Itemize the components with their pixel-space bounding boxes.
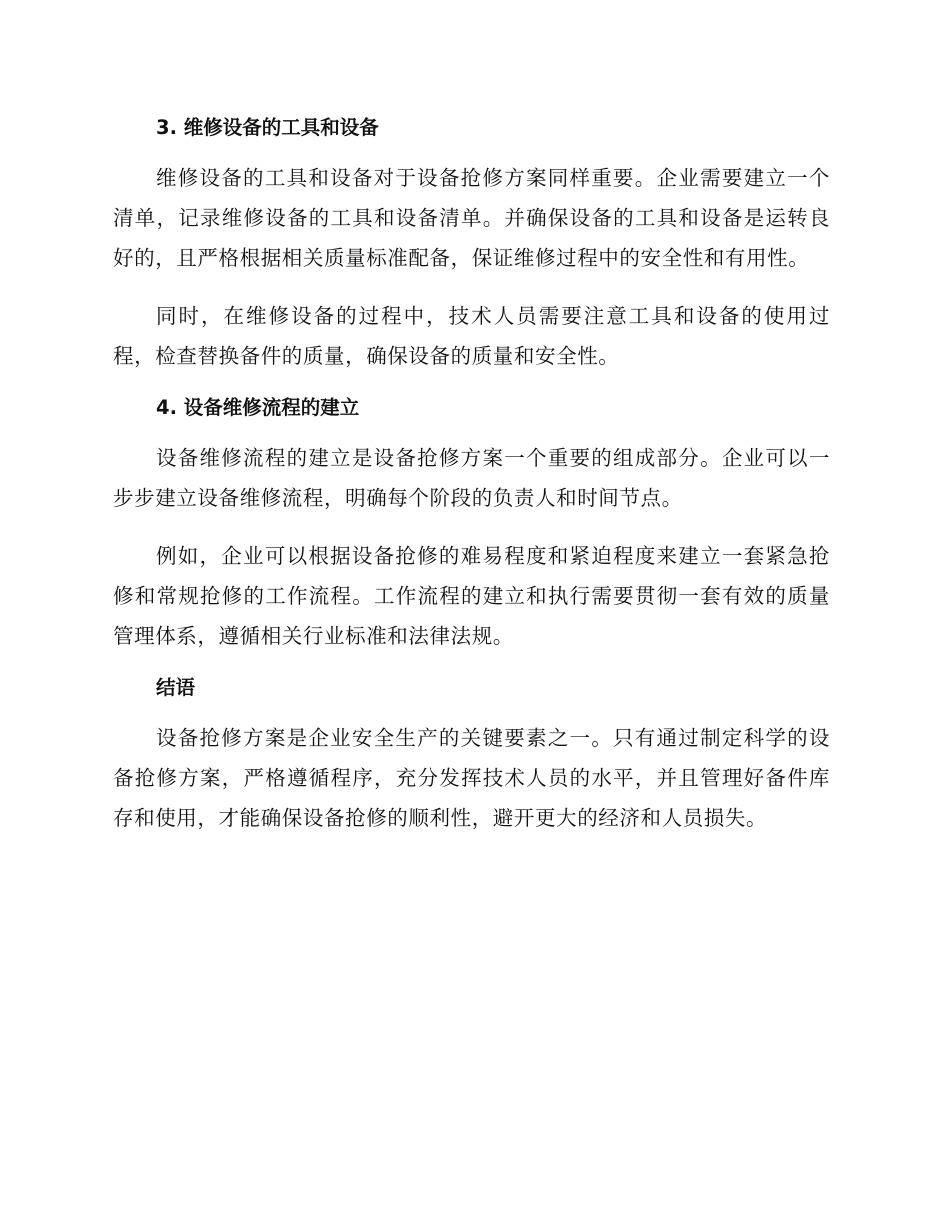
section-heading-conclusion: 结语 bbox=[156, 676, 196, 699]
paragraph-conclusion: 设备抢修方案是企业安全生产的关键要素之一。只有通过制定科学的设备抢修方案，严格遵循程序，充分发挥技术人员的水平，并且管理好备件库存和使用，才能确保设备抢修的顺利性，避开更大的经济和人员损失。 bbox=[113, 726, 830, 830]
paragraph-tools-1: 维修设备的工具和设备对于设备抢修方案同样重要。企业需要建立一个清单，记录维修设备的工具和设备清单。并确保设备的工具和设备是运转良好的，且严格根据相关质量标准配备，保证维修过程中的安全性和有用性。 bbox=[113, 166, 830, 270]
paragraph-process-1: 设备维修流程的建立是设备抢修方案一个重要的组成部分。企业可以一步步建立设备维修流程，明确每个阶段的负责人和时间节点。 bbox=[113, 446, 830, 510]
section-heading-tools: 3. 维修设备的工具和设备 bbox=[156, 116, 379, 139]
paragraph-process-2: 例如，企业可以根据设备抢修的难易程度和紧迫程度来建立一套紧急抢修和常规抢修的工作流程。工作流程的建立和执行需要贯彻一套有效的质量管理体系，遵循相关行业标准和法律法规。 bbox=[113, 544, 830, 648]
paragraph-tools-2: 同时，在维修设备的过程中，技术人员需要注意工具和设备的使用过程，检查替换备件的质量，确保设备的质量和安全性。 bbox=[113, 304, 830, 368]
section-heading-process: 4. 设备维修流程的建立 bbox=[156, 396, 360, 419]
